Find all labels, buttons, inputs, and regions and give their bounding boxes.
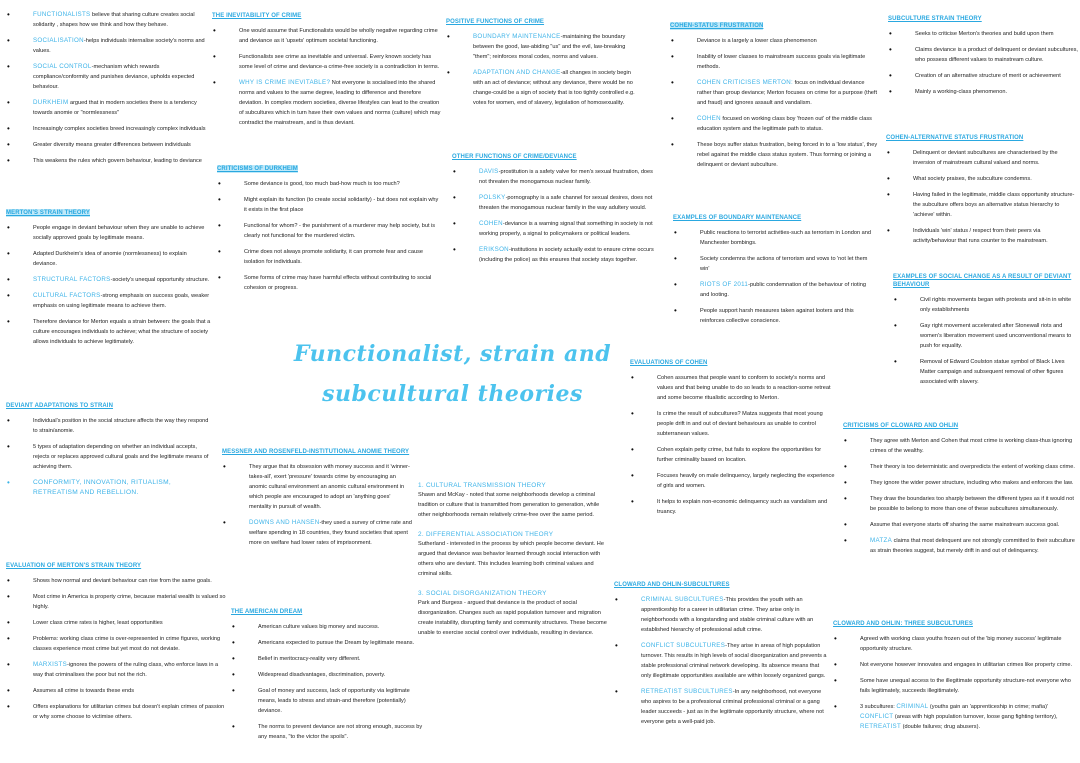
social-change-list <box>893 295 1078 387</box>
keyword: CRIMINAL SUBCULTURES <box>641 596 724 603</box>
item-text: Not everyone however innovates and engages in utilitarian crimes like property crime. <box>860 662 1073 668</box>
item-text: focused on working class boy 'frozen out' of the middle class education system and the legitimate path to status. <box>697 116 872 132</box>
list-item <box>222 518 412 548</box>
item-text: claims that most delinquent are not strongly committed to their subculture as strain theories suggest, but merely drift in and out of delinquency. <box>870 538 1075 554</box>
item-text: -They arise in areas of high population turnover. This results in high levels of social disorganization and prevents a stable professional criminal network developing. Its absence means that only illegitimate opportunities available are within loosely organized gangs. <box>641 643 827 679</box>
criticisms-durkheim-list <box>217 179 442 293</box>
three-subcultures-list <box>833 634 1078 696</box>
item-text: Functionalists see crime as inevitable and universal. Every known society has some level of crime and deviance-a crime-free society is a contradiction in terms. <box>239 54 440 70</box>
list-item <box>833 702 1078 732</box>
theory-block <box>418 481 613 520</box>
list-item <box>222 462 412 512</box>
list-item <box>614 595 829 635</box>
item-text: -In any neighborhood, not everyone who aspires to be a professional criminal professional criminal or a gang leader succeeds - just as in the legitimate opportunity structure, where not everyone gets a well-paid job. <box>641 689 824 725</box>
list-item <box>843 436 1078 456</box>
summary-text: (areas with high population turnover, loose gang fighting territory), <box>893 714 1058 720</box>
list-item <box>673 254 873 274</box>
merton-heading: MERTON'S STRAIN THEORY <box>6 210 90 216</box>
criticisms-durkheim-heading: CRITICISMS OF DURKHEIM <box>217 166 298 172</box>
item-text: They ignore the wider power structure, including who makes and enforces the law. <box>870 480 1074 486</box>
keyword: COHEN CRITICISES MERTON: <box>697 79 794 86</box>
list-item <box>6 660 226 680</box>
keyword-conflict: CONFLICT <box>860 713 894 720</box>
cloward-subcultures-section <box>614 573 829 733</box>
item-text: -ignores the powers of the ruling class, who enforce laws in a way that criminalises the poor but not the rich. <box>33 662 219 678</box>
list-item <box>452 245 662 265</box>
keyword: DURKHEIM <box>33 99 69 106</box>
item-text: Individual's position in the social structure affects the way they respond to strain/anomie. <box>33 418 209 434</box>
list-item <box>6 98 211 118</box>
list-item <box>6 62 211 92</box>
item-text: People engage in deviant behaviour when they are unable to achieve socially approved goals by legitimate means. <box>33 225 205 241</box>
theory-heading: 3. SOCIAL DISORGANIZATION THEORY <box>418 590 547 597</box>
item-text: Offers explanations for utilitarian crimes but doesn't explain crimes of passion or why some choose to victimise others. <box>33 704 225 720</box>
messner-section <box>222 440 412 554</box>
list-item <box>212 78 442 128</box>
item-text: Society condemns the actions of terrorism and vows to 'not let them win' <box>700 256 868 272</box>
list-item <box>6 223 211 243</box>
three-subcultures-section <box>833 612 1078 738</box>
item-text: Not everyone is socialised into the shared norms and values to the same degree, leading to difference and therefore deviation. In complex modern societies, diverse lifestyles can lead to the creation of subcultures which in turn have their own values and norms (culture) which may contradict the mainstream, and is thus deviant. <box>239 80 441 126</box>
list-item <box>217 247 442 267</box>
list-item <box>212 26 442 46</box>
item-text: One would assume that Functionalists would be wholly negative regarding crime and deviance as it 'upsets' optimum societal functioning. <box>239 28 438 44</box>
list-item <box>6 478 211 498</box>
keyword: DAVIS <box>479 168 499 175</box>
cohen-alternative-list <box>886 148 1078 246</box>
theories-list <box>418 481 613 638</box>
list-item <box>6 156 211 166</box>
list-item <box>630 471 835 491</box>
item-text: Inability of lower classes to mainstream success goals via legitimate methods. <box>697 54 866 70</box>
american-dream-section <box>231 600 426 748</box>
list-item <box>670 114 880 134</box>
keyword: DOWNS AND HANSEN <box>249 519 320 526</box>
keyword: BOUNDARY MAINTENANCE <box>473 33 561 40</box>
item-text: -mechanism which rewards compliance/conformity and punishes deviance, upholds expected behaviour. <box>33 64 195 90</box>
evaluation-merton-list <box>6 576 226 722</box>
list-item <box>670 140 880 170</box>
criticisms-cloward-section <box>843 414 1078 562</box>
item-text: Mainly a working-class phenomenon. <box>915 89 1008 95</box>
theory-body: Sutherland - interested in the process by which people become deviant. He argued that deviance was behavior learned through social interaction with others who are deviant. This includes learning both criminal values and criminal skills. <box>418 541 604 577</box>
inevitability-section <box>212 4 442 134</box>
item-text: -all changes in society begin with an act of deviance; without any deviance, there would be no change-could be a sign of society that is too tightly controlled e.g. votes for women, end of slavery, legislation of homosexuality. <box>473 70 635 106</box>
list-item <box>673 280 873 300</box>
merton-list <box>6 223 211 347</box>
list-item <box>217 273 442 293</box>
list-item <box>630 373 835 403</box>
list-item <box>452 193 662 213</box>
item-text: -society's unequal opportunity structure. <box>110 277 210 283</box>
item-text: Some forms of crime may have harmful effects without contributing to social cohesion or progress. <box>244 275 432 291</box>
item-text: Most crime in America is property crime, because material wealth is valued so highly. <box>33 594 226 610</box>
functionalism-list <box>6 10 211 166</box>
criticisms-cloward-heading: CRITICISMS OF CLOWARD AND OHLIN <box>843 423 959 429</box>
item-text: Creation of an alternative structure of merit or achievement <box>915 73 1061 79</box>
item-text: Removal of Edward Coulston statue symbol of Black Lives Matter campaign and subsequent removal of other figures associated with slavery. <box>920 359 1065 385</box>
list-item <box>6 618 226 628</box>
list-item <box>6 442 211 472</box>
list-item <box>893 295 1078 315</box>
item-text: Crime does not always promote solidarity, it can promote fear and cause isolation for individuals. <box>244 249 423 265</box>
item-text: Problems: working class crime is over-represented in crime figures, working classes experience most crime but yet most do not deviate. <box>33 636 221 652</box>
item-text: It helps to explain non-economic delinquency such as vandalism and truancy. <box>657 499 828 515</box>
other-functions-section <box>452 145 662 271</box>
positive-functions-section <box>446 10 641 114</box>
positive-functions-list <box>446 32 641 108</box>
list-item <box>6 576 226 586</box>
american-dream-list <box>231 622 426 742</box>
list-item <box>670 52 880 72</box>
list-item <box>231 638 426 648</box>
list-item <box>630 445 835 465</box>
merton-section <box>6 201 211 353</box>
theory-body: Shawn and McKay - noted that some neighborhoods develop a criminal tradition or culture that is transmitted from generation to generation, while other neighborhoods remain relatively crime-free over the same period. <box>418 492 600 518</box>
other-functions-list <box>452 167 662 265</box>
list-item <box>6 702 226 722</box>
evaluation-merton-heading: EVALUATION OF MERTON'S STRAIN THEORY <box>6 563 142 569</box>
criticisms-durkheim-section <box>217 157 442 299</box>
list-item <box>843 536 1078 556</box>
list-item <box>888 29 1078 39</box>
item-text: Might explain its function (to create social solidarity) - but does not explain why it exists in the first place <box>244 197 439 213</box>
item-text: Cohen assumes that people want to conform to society's norms and values and that being unable to do so leads to a reaction-some retreat and some become ritualistic according to Merton. <box>657 375 831 401</box>
list-item <box>231 654 426 664</box>
adaptations-list <box>6 416 211 472</box>
list-item <box>231 622 426 632</box>
list-item <box>6 291 211 311</box>
item-text: These boys suffer status frustration, being forced in to a 'low status', they rebel against the middle class status system. Thus forming or joining a delinquent or deviant subculture. <box>697 142 878 168</box>
item-text: Functional for whom? - the punishment of a murderer may help society, but is clearly not functional for the murdered victim. <box>244 223 436 239</box>
item-text: Gay right movement accelerated after Stonewall riots and women's liberation movement used unconventional means to push for equality. <box>920 323 1072 349</box>
item-text: The norms to prevent deviance are not strong enough, success by any means, "to the victor the spoils". <box>258 724 423 740</box>
keyword: POLSKY <box>479 194 506 201</box>
adaptations-heading: DEVIANT ADAPTATIONS TO STRAIN <box>6 403 114 409</box>
item-text: Civil rights movements began with protests and sit-in in white only establishments <box>920 297 1072 313</box>
subculture-strain-heading: SUBCULTURE STRAIN THEORY <box>888 16 982 22</box>
item-text: American culture values big money and success. <box>258 624 380 630</box>
adaptation-types: CONFORMITY, INNOVATION, RITUALISM, RETREATISM AND REBELLION. <box>33 479 172 496</box>
list-item <box>833 676 1078 696</box>
theory-block <box>418 589 613 638</box>
list-item <box>231 722 426 742</box>
theory-body: Park and Burgess - argued that deviance is the product of social disorganization. Changes such as rapid population turnover and migration create instability, disrupting family and community structures. These become unable to exercise social control over individuals, resulting in deviance. <box>418 600 607 636</box>
list-item <box>217 179 442 189</box>
list-item <box>893 321 1078 351</box>
item-text: -prostitution is a safety valve for men's sexual frustration, does not threaten the monogamous nuclear family. <box>479 169 653 185</box>
functionalism-section <box>6 10 211 172</box>
item-text: They argue that its obsession with money success and it 'winner-takes-all', exert 'pressure' towards crime by encouraging an anomic cultural environment an anomic cultural environment in which people are encouraged to adopt an 'anything goes' mentality in pursuit of wealth. <box>249 464 410 510</box>
cohen-status-section <box>670 14 880 176</box>
theories-section <box>418 481 613 648</box>
list-item <box>888 87 1078 97</box>
list-item <box>673 228 873 248</box>
list-item <box>446 68 641 108</box>
messner-heading: MESSNER AND ROSENFELD-INSTITUTIONAL ANOMIE THEORY <box>222 449 410 455</box>
subculture-strain-section <box>888 7 1078 103</box>
item-text: Belief in meritocracy-reality very different. <box>258 656 361 662</box>
evaluations-cohen-section <box>630 351 835 523</box>
messner-list <box>222 462 412 548</box>
list-item <box>673 306 873 326</box>
list-item <box>833 634 1078 654</box>
cohen-alternative-heading: COHEN-ALTERNATIVE STATUS FRUSTRATION <box>886 135 1024 141</box>
item-text: Cohen explain petty crime, but fails to explore the opportunities for further criminality based on location. <box>657 447 822 463</box>
theory-block <box>418 530 613 579</box>
list-item <box>670 36 880 46</box>
keyword: SOCIALISATION <box>33 37 84 44</box>
keyword: COHEN <box>479 220 503 227</box>
cloward-subcultures-list <box>614 595 829 727</box>
three-subcultures-summary-list <box>833 702 1078 732</box>
item-text: argued that in modern societies there is a tendency towards anomie or "normlessness" <box>33 100 197 116</box>
item-text: People support harsh measures taken against looters and this reinforces collective conscience. <box>700 308 854 324</box>
adaptations-section <box>6 394 211 504</box>
list-item <box>614 687 829 727</box>
list-item <box>843 462 1078 472</box>
keyword: ADAPTATION AND CHANGE <box>473 69 561 76</box>
evaluation-merton-section <box>6 554 226 728</box>
item-text: Delinquent or deviant subcultures are characterised by the inversion of mainstream cultural valued and norms. <box>913 150 1058 166</box>
subculture-strain-list <box>888 29 1078 97</box>
keyword: RIOTS OF 2011 <box>700 281 749 288</box>
item-text: 5 types of adaptation depending on whether an individual accepts, rejects or replaces approved cultural goals and the legitimate means of achieving them. <box>33 444 209 470</box>
evaluations-cohen-list <box>630 373 835 517</box>
item-text: Widespread disadvantages, discrimination, poverty. <box>258 672 386 678</box>
item-text: Deviance is a largely a lower class phenomenon <box>697 38 817 44</box>
item-text: Is crime the result of subcultures? Matza suggests that most young people drift in and out of deviant behaviours as unable to control subterranean values. <box>657 411 823 437</box>
item-text: Some have unequal access to the illegitimate opportunity structure-not everyone who fails legitimately, succeeds illegitimately. <box>860 678 1071 694</box>
item-text: Adapted Durkheim's idea of anomie (normlessness) to explain deviance. <box>33 251 187 267</box>
list-item <box>888 71 1078 81</box>
social-change-section <box>893 273 1078 393</box>
inevitability-heading: THE INEVITABILITY OF CRIME <box>212 13 302 19</box>
keyword: STRUCTURAL FACTORS <box>33 276 111 283</box>
item-text: -strong emphasis on success goals, weaker emphasis on using legitimate means to achieve them. <box>33 293 210 309</box>
item-text: Assume that everyone starts off sharing the same mainstream success goal. <box>870 522 1060 528</box>
keyword: COHEN <box>697 115 721 122</box>
list-item <box>217 221 442 241</box>
item-text: -This provides the youth with an apprenticeship for a career in utilitarian crime. They arise only in neighborhoods with a longstanding and stable criminal culture with an established hierarchy of professional adult crime. <box>641 597 814 633</box>
item-text: They agree with Merton and Cohen that most crime is working class-thus ignoring crimes of the wealthy. <box>870 438 1073 454</box>
item-text: They draw the boundaries too sharply between the different types as if it would not be possible to belong to more than one of these subcultures simultaneously. <box>870 496 1074 512</box>
list-item <box>6 140 211 150</box>
criticisms-cloward-list <box>843 436 1078 556</box>
list-item <box>833 660 1078 670</box>
summary-prefix: 3 subcultures: <box>860 704 897 710</box>
keyword: RETREATIST SUBCULTURES <box>641 688 733 695</box>
list-item <box>231 686 426 716</box>
theory-heading: 2. DIFFERENTIAL ASSOCIATION THEORY <box>418 531 554 538</box>
summary-text: (double failures; drug abusers). <box>901 724 981 730</box>
item-text: -deviance is a warning signal that something in society is not working properly, a signal to policymakers or political leaders. <box>479 221 653 237</box>
item-text: Focuses heavily on male delinquency, largely neglecting the experience of girls and women. <box>657 473 835 489</box>
list-item <box>843 478 1078 488</box>
list-item <box>670 78 880 108</box>
keyword: FUNCTIONALISTS <box>33 11 91 18</box>
theory-heading: 1. CULTURAL TRANSMISSION THEORY <box>418 482 546 489</box>
keyword: CONFLICT SUBCULTURES <box>641 642 726 649</box>
list-item <box>6 317 211 347</box>
item-text: Seeks to criticise Merton's theories and build upon them <box>915 31 1054 37</box>
list-item <box>6 634 226 654</box>
item-text: Therefore deviance for Merton equals a strain between: the goals that a culture encourages individuals to achieve; what the structure of society allows individuals to achieve legitimately. <box>33 319 211 345</box>
keyword: WHY IS CRIME INEVITABLE? <box>239 79 331 86</box>
list-item <box>630 409 835 439</box>
three-subcultures-heading: CLOWARD AND OHLIN: THREE SUBCULTURES <box>833 621 973 627</box>
item-text: Assumes all crime is towards these ends <box>33 688 135 694</box>
item-text: focus on individual deviance rather than group deviance; Merton focuses on crime for a purpose (theft and fraud) and ignores assault and vandalism. <box>697 80 878 106</box>
list-item <box>893 357 1078 387</box>
list-item <box>843 494 1078 514</box>
list-item <box>886 174 1078 184</box>
item-text: -maintaining the boundary between the good, law-abiding "us" and the evil, law-breaking "them"; reinforces moral codes, norms and values. <box>473 34 626 60</box>
item-text: Their theory is too deterministic and overpredicts the extent of working class crime. <box>870 464 1075 470</box>
american-dream-heading: THE AMERICAN DREAM <box>231 609 303 615</box>
list-item <box>614 641 829 681</box>
item-text: Agreed with working class youths frozen out of the 'big money success' legitimate opportunity structure. <box>860 636 1062 652</box>
item-text: Goal of money and success, lack of opportunity via legitimate means, leads to stress and strain-and therefore (potentially) deviance. <box>258 688 410 714</box>
keyword-criminal: CRIMINAL <box>896 703 929 710</box>
keyword: ERIKSON <box>479 246 509 253</box>
list-item <box>6 36 211 56</box>
list-item <box>231 670 426 680</box>
list-item <box>452 219 662 239</box>
item-text: -pornography is a safe channel for sexual desires, does not threaten the monogamous nuclear family in the way adultery would. <box>479 195 653 211</box>
cloward-subcultures-heading: CLOWARD AND OHLIN-SUBCULTURES <box>614 582 730 588</box>
page-title: Functionalist, strain and subcultural theories <box>293 341 612 407</box>
inevitability-list <box>212 26 442 128</box>
keyword: MATZA <box>870 537 893 544</box>
list-item <box>6 10 211 30</box>
item-text: Some deviance is good, too much bad-how much is too much? <box>244 181 400 187</box>
list-item <box>6 275 211 285</box>
boundary-examples-section <box>673 206 873 332</box>
list-item <box>6 124 211 134</box>
boundary-examples-heading: EXAMPLES OF BOUNDARY MAINTENANCE <box>673 215 802 221</box>
item-text: Individuals 'win' status / respect from their peers via activity/behaviour that runs counter to the mainstream. <box>913 228 1048 244</box>
item-text: Lower class crime rates is higher, least opportunities <box>33 620 163 626</box>
item-text: Greater diversity means greater differences between individuals <box>33 142 191 148</box>
list-item <box>6 592 226 612</box>
item-text: Shows how normal and deviant behaviour can rise from the same goals. <box>33 578 212 584</box>
item-text: What society praises, the subculture condemns. <box>913 176 1032 182</box>
item-text: believe that sharing culture creates social solidarity , shapes how we think and how they behave. <box>33 12 195 28</box>
list-item <box>446 32 641 62</box>
item-text: Americans expected to pursue the Dream by legitimate means. <box>258 640 415 646</box>
item-text: -they used a survey of crime rate and welfare spending in 18 countries, they found societies that spent more on welfare had lower rates of imprisonment. <box>249 520 412 546</box>
list-item <box>886 226 1078 246</box>
boundary-examples-list <box>673 228 873 326</box>
item-text: -public condemnation of the behaviour of rioting and looting. <box>700 282 867 298</box>
other-functions-heading: OTHER FUNCTIONS OF CRIME/DEVIANCE <box>452 154 577 160</box>
keyword: SOCIAL CONTROL <box>33 63 92 70</box>
list-item <box>886 190 1078 220</box>
item-text: Public reactions to terrorist activities-such as terrorism in London and Manchester bombings. <box>700 230 871 246</box>
list-item <box>886 148 1078 168</box>
cohen-status-heading: COHEN-STATUS FRUSTRATION <box>670 23 764 29</box>
list-item <box>452 167 662 187</box>
evaluations-cohen-heading: EVALUATIONS OF COHEN <box>630 360 708 366</box>
list-item <box>6 686 226 696</box>
list-item <box>630 497 835 517</box>
positive-functions-heading: POSITIVE FUNCTIONS OF CRIME <box>446 19 545 25</box>
list-item <box>6 416 211 436</box>
keyword: MARXISTS <box>33 661 68 668</box>
item-text: This weakens the rules which govern behaviour, leading to deviance <box>33 158 202 164</box>
adaptations-highlight-list <box>6 478 211 498</box>
item-text: Increasingly complex societies breed increasingly complex individuals <box>33 126 206 132</box>
list-item <box>6 249 211 269</box>
list-item <box>217 195 442 215</box>
list-item <box>888 45 1078 65</box>
keyword-retreatist: RETREATIST <box>860 723 902 730</box>
cohen-status-list <box>670 36 880 170</box>
item-text: Having failed in the legitimate, middle class opportunity structure-the subculture offers boys an alternative status hierarchy to 'achieve' within. <box>913 192 1075 218</box>
social-change-heading: EXAMPLES OF SOCIAL CHANGE AS A RESULT OF DEVIANT BEHAVIOUR <box>893 274 1072 288</box>
keyword: CULTURAL FACTORS <box>33 292 101 299</box>
cohen-alternative-section <box>886 126 1078 252</box>
list-item <box>212 52 442 72</box>
item-text: -helps individuals internalise society's norms and values. <box>33 38 205 54</box>
item-text: -institutions in society actually exist to ensure crime occurs (including the police) as this ensures that society stays together. <box>479 247 654 263</box>
item-text: Claims deviance is a product of delinquent or deviant subcultures, who possess different values to mainstream culture. <box>915 47 1078 63</box>
summary-text: (youths gain an 'apprenticeship in crime; mafia)' <box>928 704 1049 710</box>
list-item <box>843 520 1078 530</box>
